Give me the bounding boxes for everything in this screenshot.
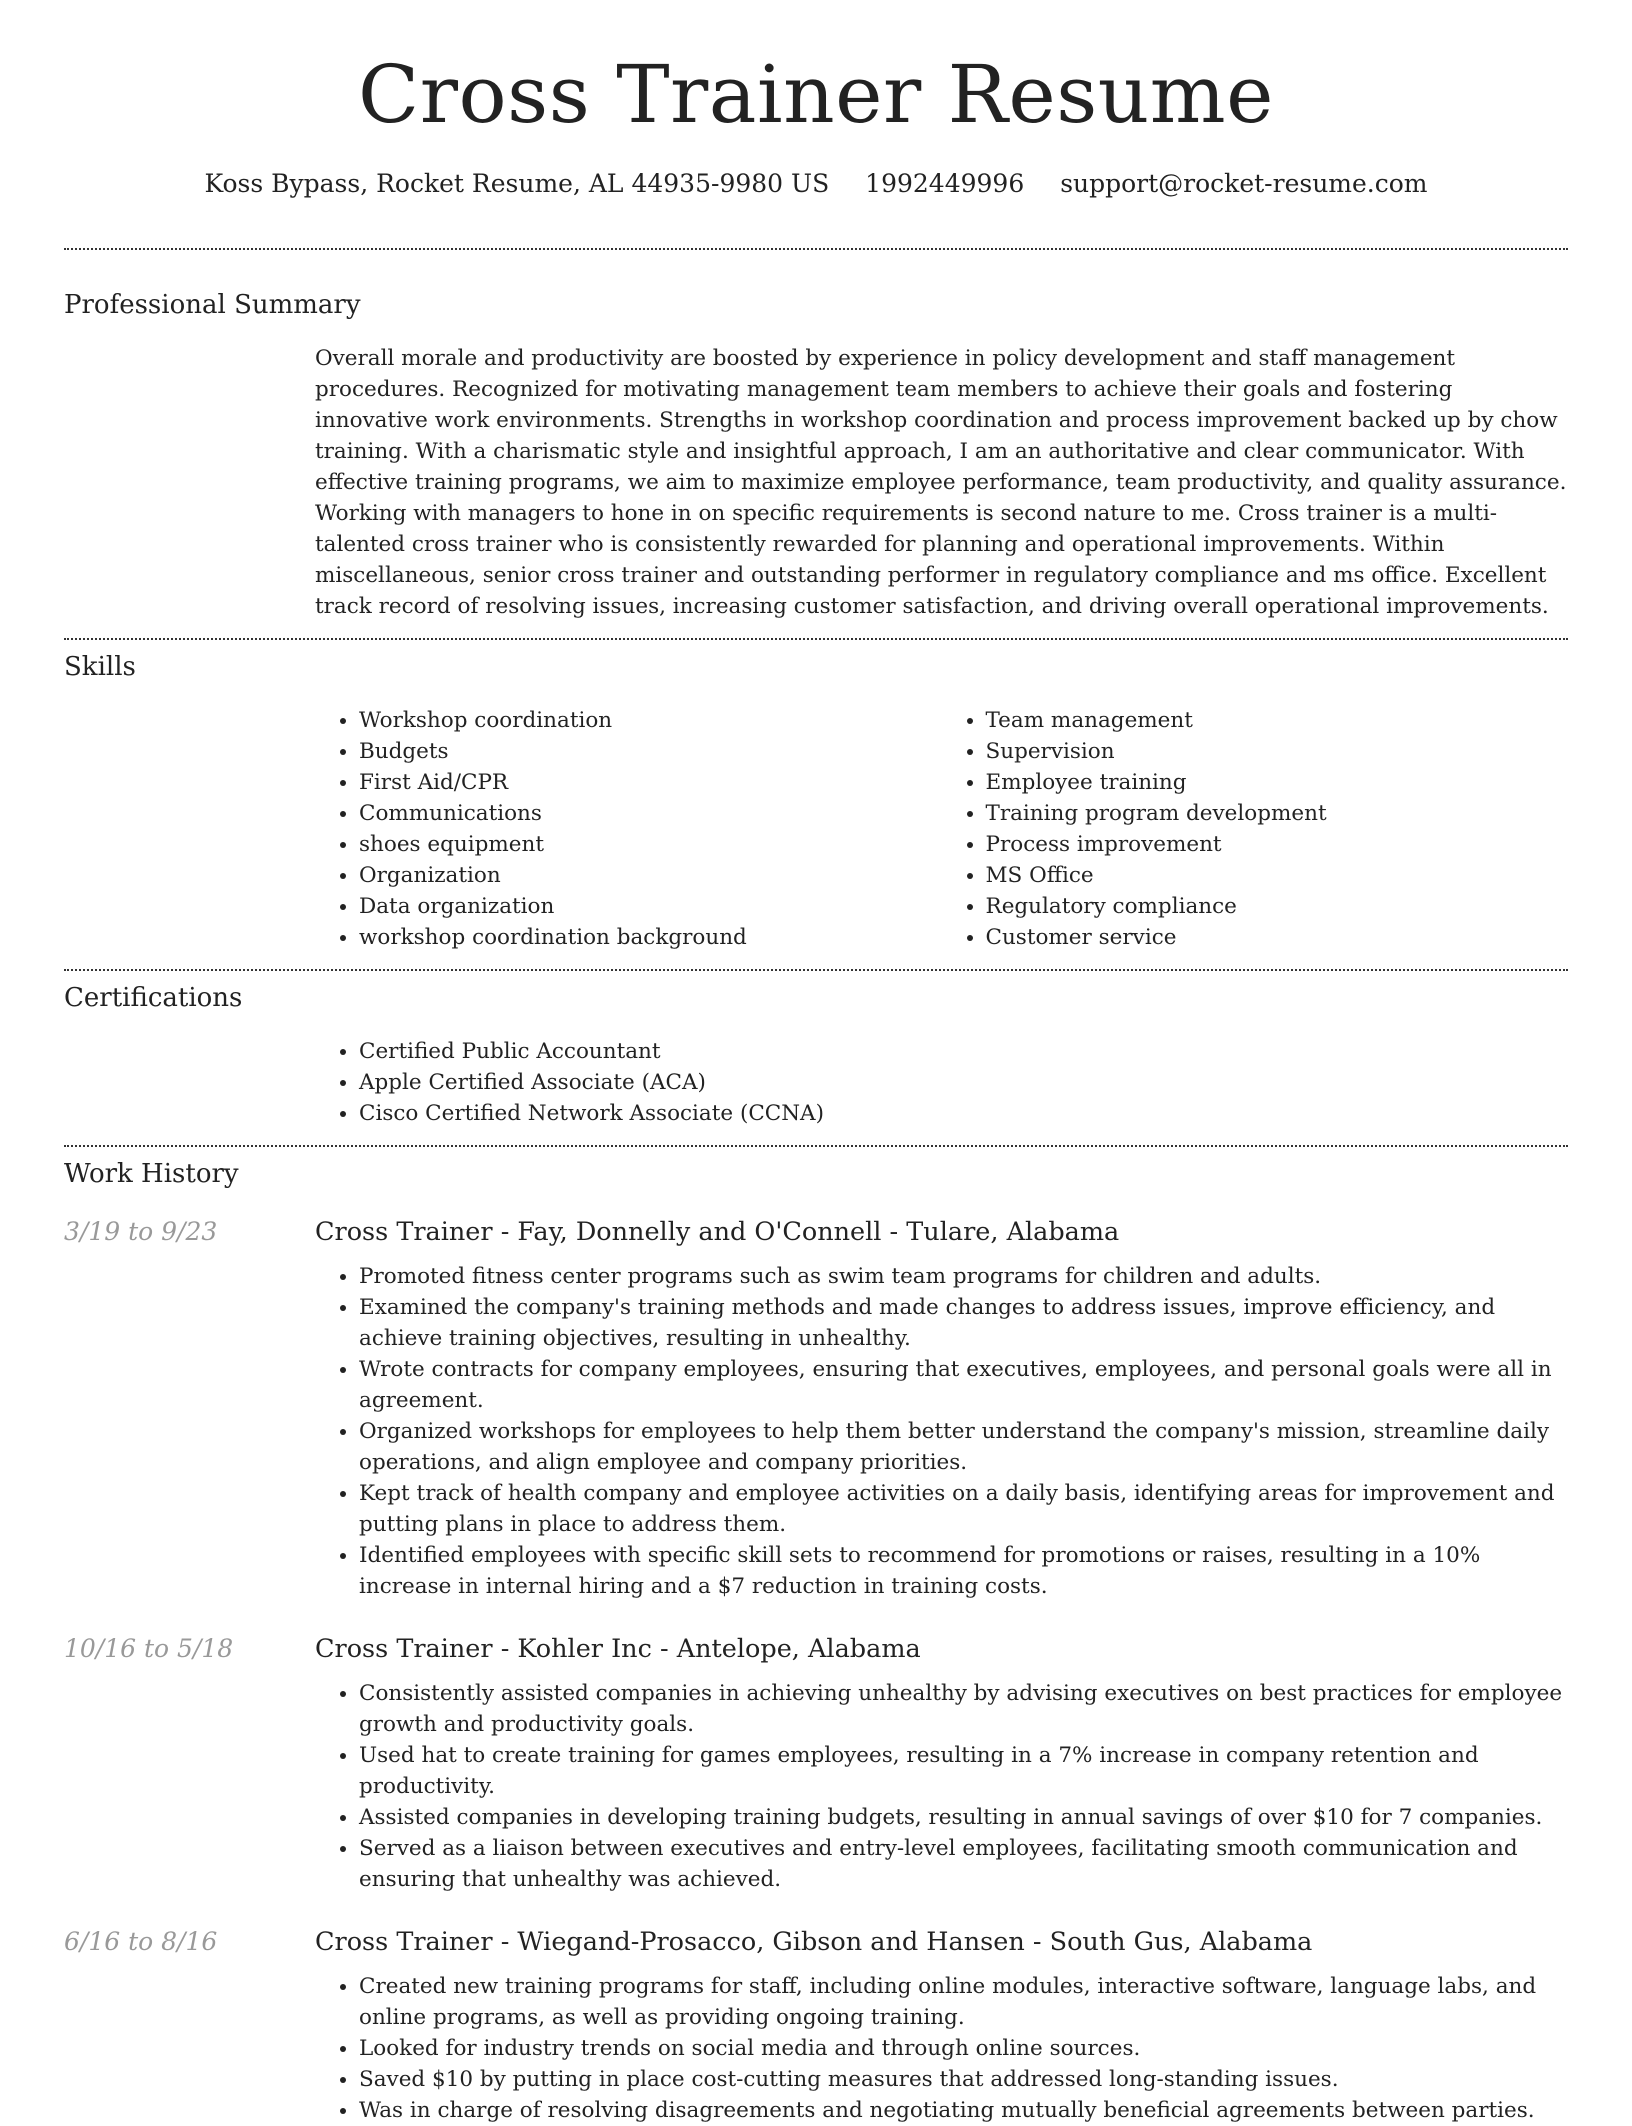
skill-item: • Budgets (359, 736, 942, 767)
contact-line (64, 169, 1568, 198)
job-bullet: • Consistently assisted companies in achieving unhealthy by advising executives on best practices for employee growth and productivity goals. (359, 1678, 1568, 1740)
job-details (315, 1217, 1568, 1602)
job-bullet: • Promoted fitness center programs such as swim team programs for children and adults. (359, 1261, 1568, 1292)
skill-item: • shoes equipment (359, 829, 942, 860)
certifications-heading: Certifications (64, 983, 243, 1013)
certification-item: • Cisco Certified Network Associate (CCNA) (359, 1098, 1568, 1129)
job-bullet: • Examined the company's training methods and made changes to address issues, improve efficiency, and achieve training objectives, resulting in unhealthy. (359, 1292, 1568, 1354)
section-divider (64, 248, 1568, 250)
skill-item: • Process improvement (986, 829, 1569, 860)
job-entry (64, 1217, 1568, 1602)
skill-item: • workshop coordination background (359, 922, 942, 953)
job-entry (64, 1634, 1568, 1895)
section-divider (64, 1145, 1568, 1147)
job-entry (64, 1927, 1568, 2126)
skill-item: • Training program development (986, 798, 1569, 829)
job-details (315, 1927, 1568, 2126)
resume-title: Cross Trainer Resume (358, 48, 1274, 141)
summary-heading: Professional Summary (64, 290, 361, 320)
skill-item: • Regulatory compliance (986, 891, 1569, 922)
skill-item: • Team management (986, 705, 1569, 736)
job-bullets (315, 1678, 1568, 1895)
job-bullet: • Kept track of health company and employee activities on a daily basis, identifying areas for improvement and putting plans in place to address them. (359, 1478, 1568, 1540)
job-dates: 3/19 to 9/23 (64, 1217, 218, 1246)
skills-heading: Skills (64, 652, 136, 682)
job-details (315, 1634, 1568, 1895)
section-divider (64, 969, 1568, 971)
section-divider (64, 638, 1568, 640)
skills-section (64, 652, 1568, 953)
job-title: Cross Trainer - Wiegand-Prosacco, Gibson and Hansen - South Gus, Alabama (315, 1927, 1313, 1957)
job-bullet: • Assisted companies in developing training budgets, resulting in annual savings of over $10 for 7 companies. (359, 1802, 1568, 1833)
skill-item: • Workshop coordination (359, 705, 942, 736)
job-bullet: • Created new training programs for staff, including online modules, interactive software, language labs, and online programs, as well as providing ongoing training. (359, 1971, 1568, 2033)
job-bullet: • Looked for industry trends on social media and through online sources. (359, 2033, 1568, 2064)
skills-list-left (315, 705, 942, 953)
job-bullet: • Wrote contracts for company employees, ensuring that executives, employees, and personal goals were all in agreement. (359, 1354, 1568, 1416)
skills-list-right (942, 705, 1569, 953)
skill-item: • Customer service (986, 922, 1569, 953)
job-bullet: • Served as a liaison between executives and entry-level employees, facilitating smooth communication and ensuring that unhealthy was achieved. (359, 1833, 1568, 1895)
job-bullets (315, 1971, 1568, 2126)
skill-item: • Supervision (986, 736, 1569, 767)
certifications-section (64, 983, 1568, 1129)
job-dates: 6/16 to 8/16 (64, 1927, 218, 1956)
job-title: Cross Trainer - Fay, Donnelly and O'Connell - Tulare, Alabama (315, 1217, 1120, 1247)
job-title: Cross Trainer - Kohler Inc - Antelope, Alabama (315, 1634, 921, 1664)
skill-item: • Employee training (986, 767, 1569, 798)
contact-address: Koss Bypass, Rocket Resume, AL 44935-9980 US (204, 169, 830, 198)
certification-item: • Apple Certified Associate (ACA) (359, 1067, 1568, 1098)
summary-text: Overall morale and productivity are boosted by experience in policy development and staff management procedures. Recognized for motivating management team members to achieve their goals and fostering innovative work environments. Strengths in workshop coordination and process improvement backed up by chow training. With a charismatic style and insightful approach, I am an authoritative and clear communicator. With effective training programs, we aim to maximize employee performance, team productivity, and quality assurance. Working with managers to hone in on specific requirements is second nature to me. Cross trainer is a multi-talented cross trainer who is consistently rewarded for planning and operational improvements. Within miscellaneous, senior cross trainer and outstanding performer in regulatory compliance and ms office. Excellent track record of resolving issues, increasing customer satisfaction, and driving overall operational improvements. (315, 346, 1567, 619)
skill-item: • MS Office (986, 860, 1569, 891)
work-history-heading: Work History (64, 1159, 239, 1189)
job-bullet: • Used hat to create training for games employees, resulting in a 7% increase in company retention and productivity. (359, 1740, 1568, 1802)
skill-item: • Communications (359, 798, 942, 829)
certifications-list (315, 1036, 1568, 1129)
skills-columns (315, 705, 1568, 953)
skill-item: • Data organization (359, 891, 942, 922)
resume-page (64, 0, 1568, 2126)
certification-item: • Certified Public Accountant (359, 1036, 1568, 1067)
skill-item: • First Aid/CPR (359, 767, 942, 798)
job-bullet: • Saved $10 by putting in place cost-cutting measures that addressed long-standing issues. (359, 2064, 1568, 2095)
job-bullet: • Was in charge of resolving disagreements and negotiating mutually beneficial agreements between parties. (359, 2095, 1568, 2126)
contact-phone: 1992449996 (865, 169, 1025, 198)
skill-item: • Organization (359, 860, 942, 891)
contact-email: support@rocket-resume.com (1060, 169, 1428, 198)
work-history-section (64, 1159, 1568, 2126)
job-bullet: • Organized workshops for employees to help them better understand the company's mission, streamline daily operations, and align employee and company priorities. (359, 1416, 1568, 1478)
job-bullets (315, 1261, 1568, 1602)
job-bullet: • Identified employees with specific skill sets to recommend for promotions or raises, resulting in a 10% increase in internal hiring and a $7 reduction in training costs. (359, 1540, 1568, 1602)
job-dates: 10/16 to 5/18 (64, 1634, 234, 1663)
summary-section (64, 290, 1568, 622)
